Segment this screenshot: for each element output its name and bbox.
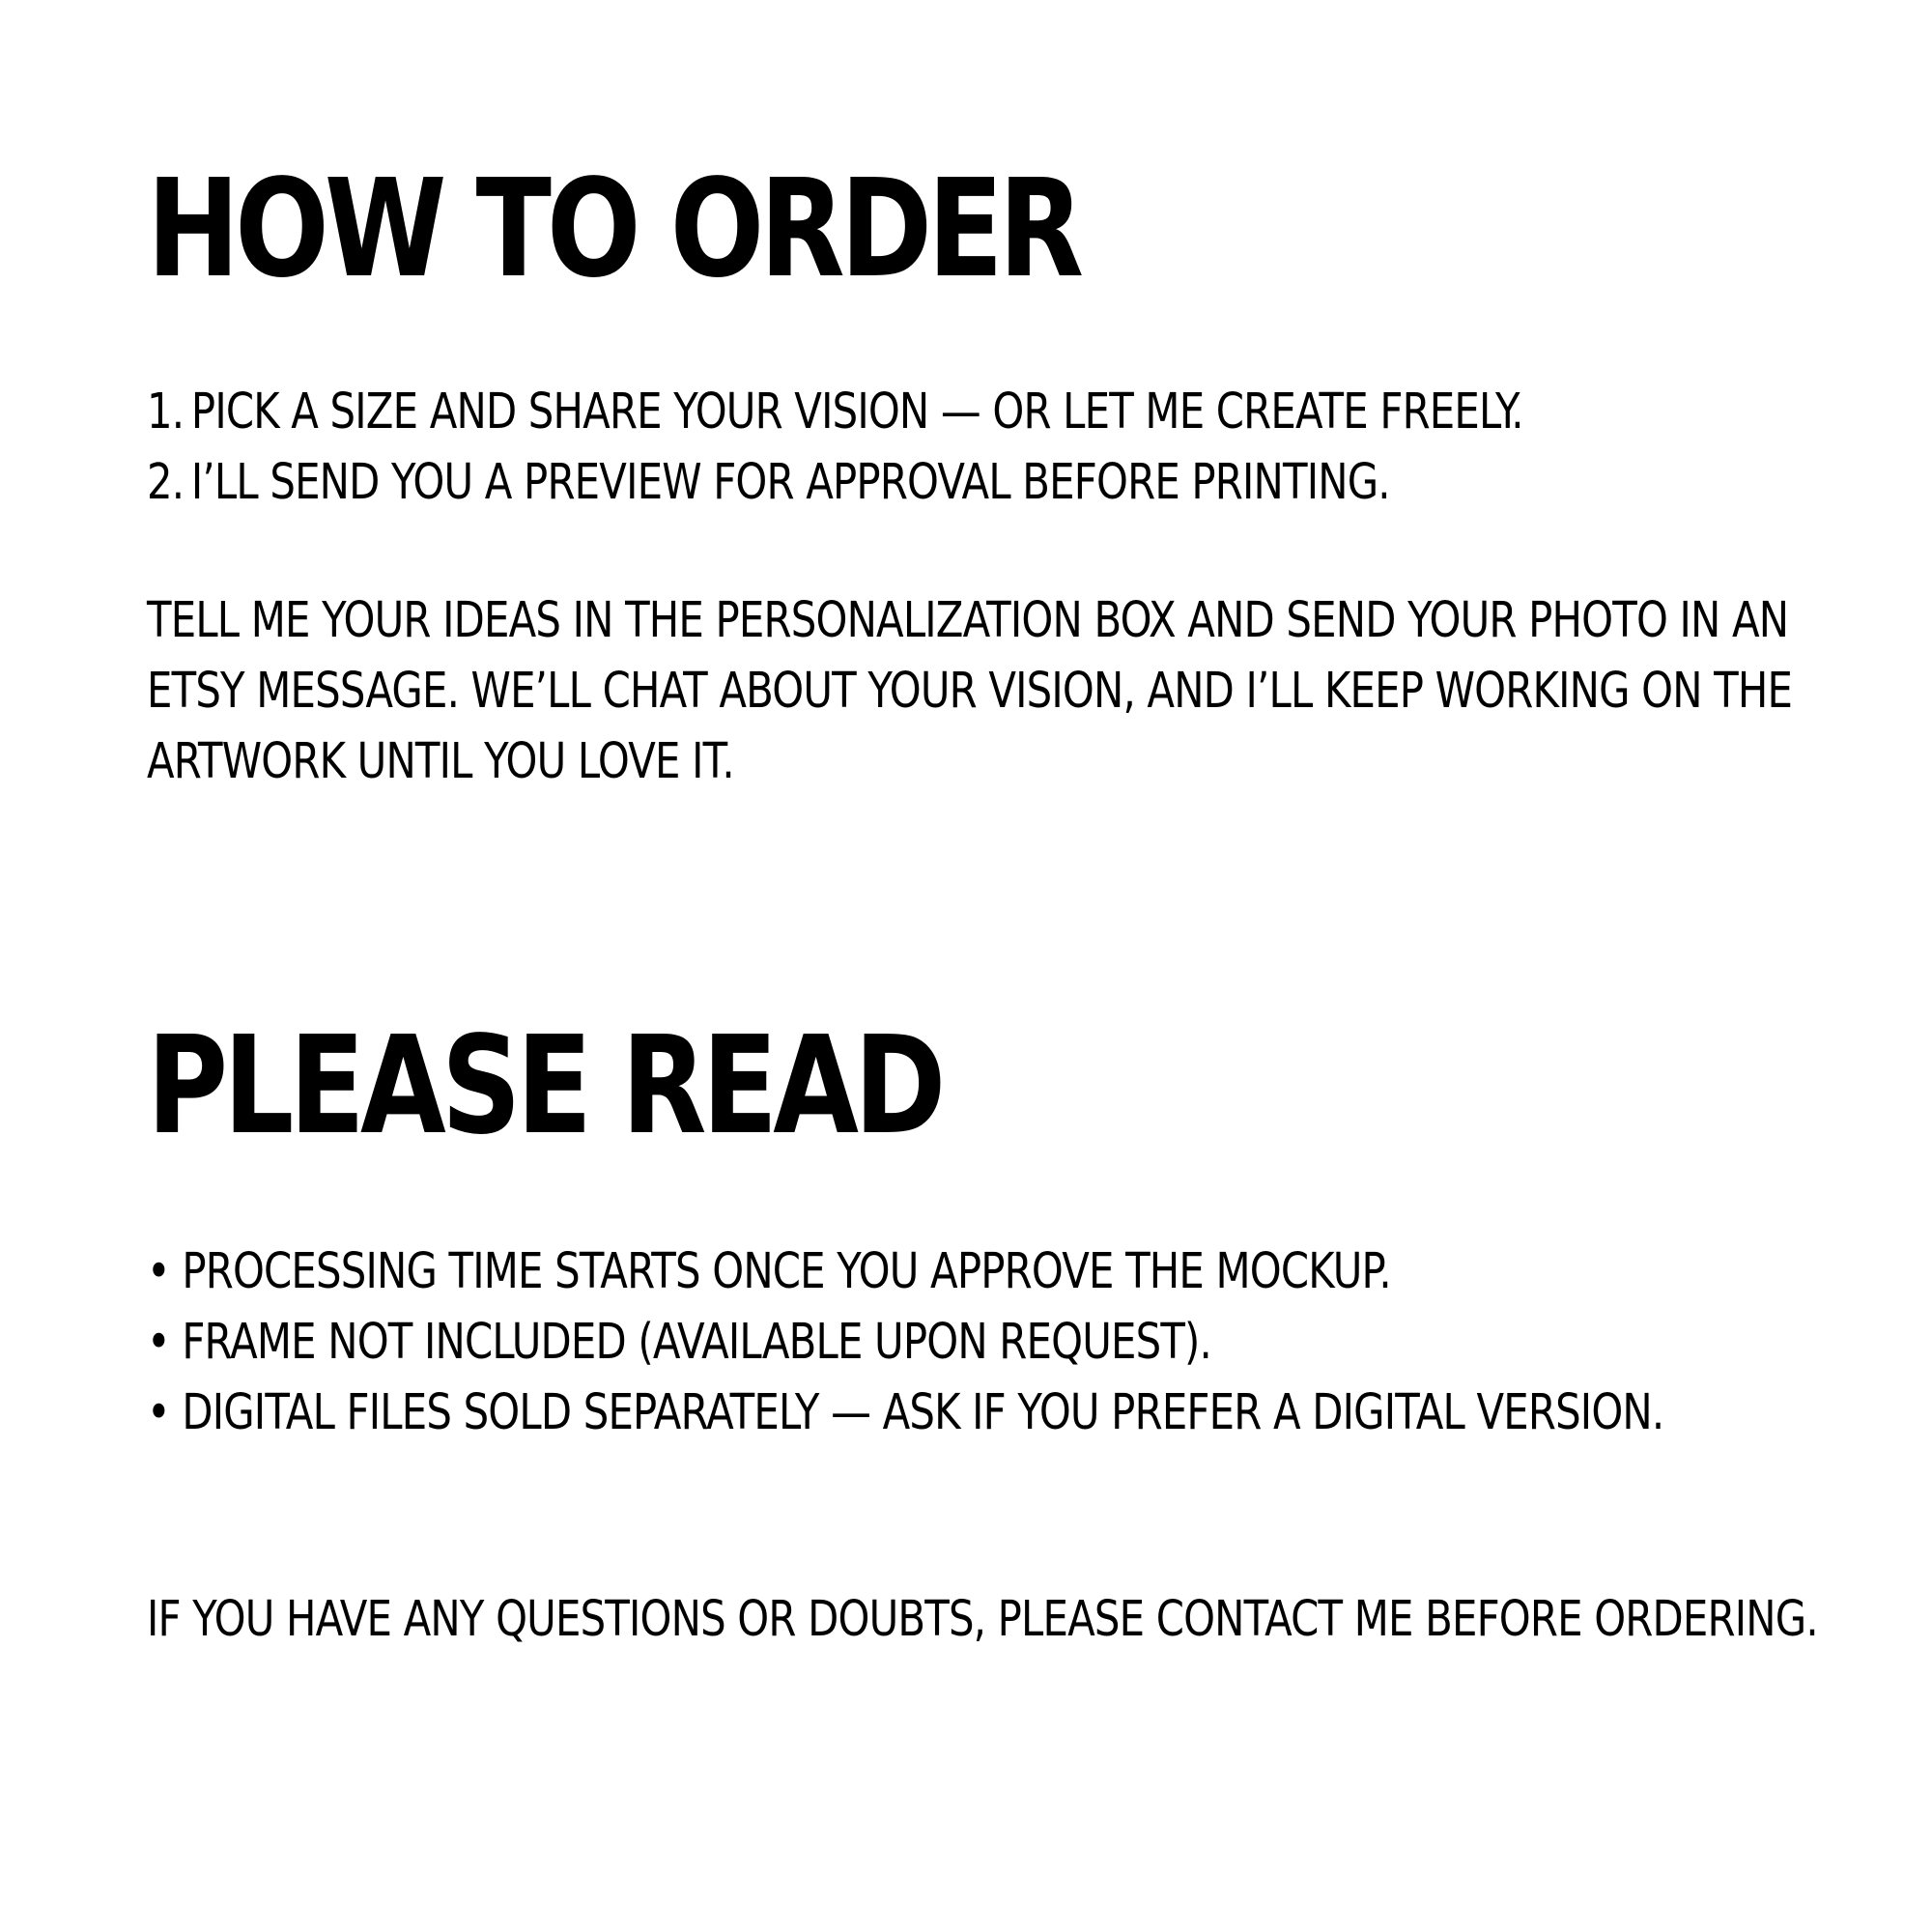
order-step-text: PICK A SIZE AND SHARE YOUR VISION — OR LET ME CREATE FREELY. (190, 384, 1523, 440)
order-steps-list (147, 377, 1523, 518)
paragraph-line: ETSY MESSAGE. WE’LL CHAT ABOUT YOUR VISION, AND I’LL KEEP WORKING ON THE (147, 663, 1793, 720)
contact-note: IF YOU HAVE ANY QUESTIONS OR DOUBTS, PLEASE CONTACT ME BEFORE ORDERING. (147, 1591, 1818, 1648)
order-step-number: 1. (147, 384, 185, 440)
please-read-list (147, 1236, 1663, 1448)
paragraph-line: TELL ME YOUR IDEAS IN THE PERSONALIZATION BOX AND SEND YOUR PHOTO IN AN (147, 592, 1789, 649)
order-step-number: 2. (147, 454, 185, 511)
order-step (147, 447, 1523, 518)
order-step-text: I’LL SEND YOU A PREVIEW FOR APPROVAL BEFORE PRINTING. (190, 454, 1390, 511)
please-read-heading: PLEASE READ (147, 1008, 942, 1165)
order-step (147, 377, 1523, 447)
personalization-paragraph (147, 585, 1792, 797)
note-item: • DIGITAL FILES SOLD SEPARATELY — ASK IF YOU PREFER A DIGITAL VERSION. (147, 1384, 1664, 1441)
note-item: • FRAME NOT INCLUDED (AVAILABLE UPON REQUEST). (147, 1314, 1212, 1371)
paragraph-line: ARTWORK UNTIL YOU LOVE IT. (147, 733, 734, 790)
how-to-order-heading: HOW TO ORDER (147, 151, 1080, 308)
note-item: • PROCESSING TIME STARTS ONCE YOU APPROVE THE MOCKUP. (147, 1243, 1391, 1300)
